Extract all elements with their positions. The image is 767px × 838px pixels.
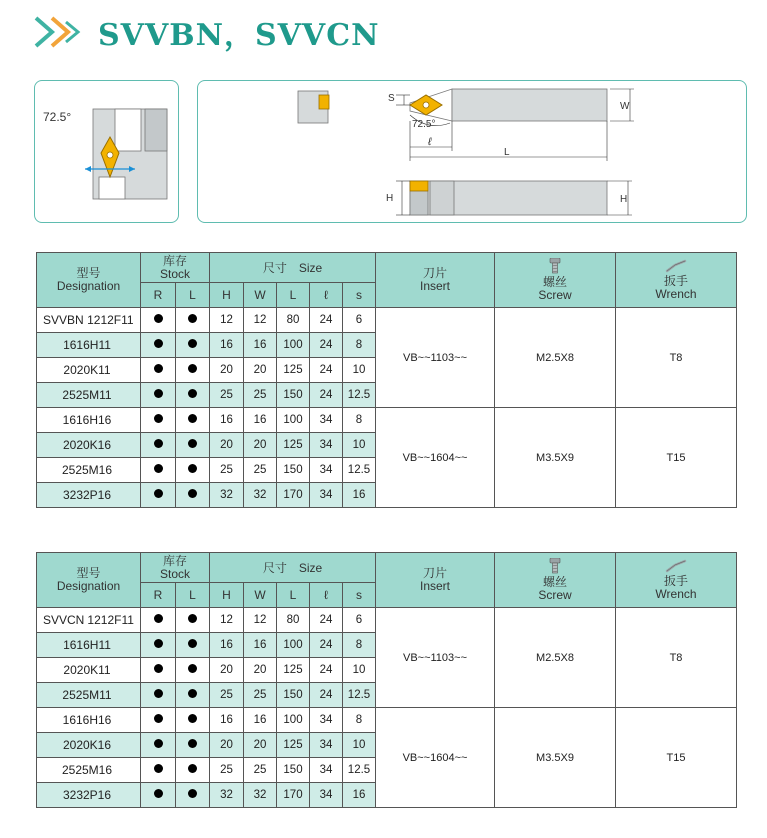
size-w-cell: 25 xyxy=(244,758,277,783)
size-len-cell: 80 xyxy=(277,308,310,333)
size-lsmall-cell: 24 xyxy=(310,658,343,683)
size-len-cell: 125 xyxy=(277,433,310,458)
front-view-panel xyxy=(34,80,179,223)
stock-l-cell xyxy=(176,483,210,508)
size-h-cell: 25 xyxy=(210,683,244,708)
wrench-icon xyxy=(665,259,687,273)
stock-r-cell xyxy=(141,658,176,683)
model-cell: 1616H16 xyxy=(37,708,141,733)
screw-header: 螺丝 Screw xyxy=(495,253,616,308)
in-stock-dot-icon xyxy=(154,489,163,498)
size-lsmall-cell: 24 xyxy=(310,358,343,383)
stock-r-cell xyxy=(141,333,176,358)
size-w-cell: 25 xyxy=(244,458,277,483)
stock-l-cell xyxy=(176,608,210,633)
in-stock-dot-icon xyxy=(154,764,163,773)
in-stock-dot-icon xyxy=(154,464,163,473)
size-len-cell: 150 xyxy=(277,383,310,408)
dim-l-small: ℓ xyxy=(428,136,432,148)
in-stock-dot-icon xyxy=(188,689,197,698)
stock-l-cell xyxy=(176,658,210,683)
stock-l-cell xyxy=(176,733,210,758)
stock-r-cell xyxy=(141,758,176,783)
size-lsmall-cell: 24 xyxy=(310,308,343,333)
model-cell: 2020K16 xyxy=(37,733,141,758)
size-w-cell: 12 xyxy=(244,608,277,633)
size-lsmall-cell: 34 xyxy=(310,483,343,508)
in-stock-dot-icon xyxy=(188,789,197,798)
size-w-cell: 12 xyxy=(244,308,277,333)
stock-r-cell xyxy=(141,633,176,658)
in-stock-dot-icon xyxy=(188,639,197,648)
size-h-cell: 32 xyxy=(210,483,244,508)
model-cell: 1616H11 xyxy=(37,633,141,658)
in-stock-dot-icon xyxy=(154,789,163,798)
col-header-l: L xyxy=(176,283,210,308)
model-cell: 2020K11 xyxy=(37,658,141,683)
in-stock-dot-icon xyxy=(154,314,163,323)
stock-r-cell xyxy=(141,683,176,708)
in-stock-dot-icon xyxy=(188,489,197,498)
in-stock-dot-icon xyxy=(188,739,197,748)
stock-r-cell xyxy=(141,483,176,508)
model-cell: 1616H11 xyxy=(37,333,141,358)
stock-l-cell xyxy=(176,433,210,458)
in-stock-dot-icon xyxy=(154,739,163,748)
size-len-cell: 125 xyxy=(277,733,310,758)
size-lsmall-cell: 24 xyxy=(310,383,343,408)
model-cell: 2525M16 xyxy=(37,458,141,483)
size-h-cell: 20 xyxy=(210,358,244,383)
in-stock-dot-icon xyxy=(188,339,197,348)
angle-label-right: 72.5° xyxy=(412,119,436,130)
in-stock-dot-icon xyxy=(188,464,197,473)
insert-cell: VB~~1604~~ xyxy=(376,408,495,508)
stock-l-cell xyxy=(176,758,210,783)
table-row xyxy=(37,608,737,633)
col-header-h: H xyxy=(210,283,244,308)
model-cell: 2525M11 xyxy=(37,383,141,408)
in-stock-dot-icon xyxy=(154,714,163,723)
size-lsmall-cell: 34 xyxy=(310,733,343,758)
wrench-cell: T15 xyxy=(616,708,737,808)
model-cell: 2525M16 xyxy=(37,758,141,783)
in-stock-dot-icon xyxy=(188,614,197,623)
size-len-cell: 80 xyxy=(277,608,310,633)
size-w-cell: 20 xyxy=(244,358,277,383)
table-row xyxy=(37,408,737,433)
in-stock-dot-icon xyxy=(154,389,163,398)
col-header-l: L xyxy=(176,583,210,608)
size-h-cell: 25 xyxy=(210,383,244,408)
stock-r-cell xyxy=(141,408,176,433)
in-stock-dot-icon xyxy=(188,314,197,323)
stock-r-cell xyxy=(141,458,176,483)
stock-r-cell xyxy=(141,608,176,633)
table-row xyxy=(37,308,737,333)
size-s-cell: 10 xyxy=(343,358,376,383)
stock-header: 库存 Stock xyxy=(141,553,210,583)
size-header: 尺寸 Size xyxy=(210,553,376,583)
size-len-cell: 125 xyxy=(277,358,310,383)
stock-r-cell xyxy=(141,383,176,408)
size-h-cell: 20 xyxy=(210,658,244,683)
model-cell: SVVBN 1212F11 xyxy=(37,308,141,333)
screw-cell: M3.5X9 xyxy=(495,408,616,508)
size-len-cell: 150 xyxy=(277,758,310,783)
side-view-panel xyxy=(197,80,747,223)
spec-table-1 xyxy=(36,252,737,508)
size-len-cell: 150 xyxy=(277,683,310,708)
in-stock-dot-icon xyxy=(154,414,163,423)
size-h-cell: 16 xyxy=(210,408,244,433)
double-chevron-icon xyxy=(30,12,86,52)
stock-l-cell xyxy=(176,333,210,358)
stock-l-cell xyxy=(176,633,210,658)
col-header-r: R xyxy=(141,283,176,308)
insert-cell: VB~~1103~~ xyxy=(376,608,495,708)
screw-cell: M3.5X9 xyxy=(495,708,616,808)
wrench-cell: T15 xyxy=(616,408,737,508)
dim-s: S xyxy=(388,93,395,104)
stock-header: 库存 Stock xyxy=(141,253,210,283)
col-header-w: W xyxy=(244,583,277,608)
in-stock-dot-icon xyxy=(154,614,163,623)
stock-r-cell xyxy=(141,708,176,733)
size-header: 尺寸 Size xyxy=(210,253,376,283)
col-header-s: s xyxy=(343,583,376,608)
title-bar xyxy=(30,12,380,52)
size-s-cell: 12.5 xyxy=(343,758,376,783)
size-s-cell: 10 xyxy=(343,433,376,458)
size-w-cell: 20 xyxy=(244,733,277,758)
wrench-header: 扳手 Wrench xyxy=(616,553,737,608)
front-view-diagram xyxy=(35,81,180,224)
size-lsmall-cell: 34 xyxy=(310,783,343,808)
size-w-cell: 16 xyxy=(244,633,277,658)
insert-cell: VB~~1103~~ xyxy=(376,308,495,408)
col-header-len: L xyxy=(277,283,310,308)
size-h-cell: 16 xyxy=(210,633,244,658)
size-w-cell: 20 xyxy=(244,658,277,683)
size-s-cell: 16 xyxy=(343,483,376,508)
size-len-cell: 170 xyxy=(277,483,310,508)
size-lsmall-cell: 24 xyxy=(310,608,343,633)
size-s-cell: 12.5 xyxy=(343,383,376,408)
size-w-cell: 25 xyxy=(244,383,277,408)
in-stock-dot-icon xyxy=(154,364,163,373)
designation-header: 型号 Designation xyxy=(37,553,141,608)
size-w-cell: 32 xyxy=(244,783,277,808)
in-stock-dot-icon xyxy=(154,639,163,648)
in-stock-dot-icon xyxy=(154,439,163,448)
size-len-cell: 100 xyxy=(277,408,310,433)
size-h-cell: 12 xyxy=(210,608,244,633)
in-stock-dot-icon xyxy=(154,689,163,698)
size-s-cell: 12.5 xyxy=(343,683,376,708)
size-h-cell: 32 xyxy=(210,783,244,808)
screw-cell: M2.5X8 xyxy=(495,608,616,708)
insert-cell: VB~~1604~~ xyxy=(376,708,495,808)
size-lsmall-cell: 34 xyxy=(310,708,343,733)
size-h-cell: 12 xyxy=(210,308,244,333)
series-label: SVVBN xyxy=(43,313,84,327)
size-lsmall-cell: 24 xyxy=(310,333,343,358)
size-lsmall-cell: 34 xyxy=(310,458,343,483)
model-cell: SVVCN 1212F11 xyxy=(37,608,141,633)
wrench-icon xyxy=(665,559,687,573)
stock-r-cell xyxy=(141,733,176,758)
stock-l-cell xyxy=(176,783,210,808)
screw-icon xyxy=(549,558,561,574)
size-s-cell: 6 xyxy=(343,608,376,633)
size-s-cell: 8 xyxy=(343,408,376,433)
size-len-cell: 125 xyxy=(277,658,310,683)
model-cell: 3232P16 xyxy=(37,483,141,508)
wrench-header: 扳手 Wrench xyxy=(616,253,737,308)
size-h-cell: 20 xyxy=(210,733,244,758)
size-h-cell: 25 xyxy=(210,758,244,783)
dim-w: W xyxy=(620,101,630,112)
col-header-h: H xyxy=(210,583,244,608)
size-w-cell: 20 xyxy=(244,433,277,458)
table-row xyxy=(37,708,737,733)
size-h-cell: 25 xyxy=(210,458,244,483)
size-lsmall-cell: 34 xyxy=(310,433,343,458)
size-w-cell: 16 xyxy=(244,333,277,358)
model-cell: 2020K11 xyxy=(37,358,141,383)
wrench-cell: T8 xyxy=(616,308,737,408)
size-lsmall-cell: 34 xyxy=(310,758,343,783)
stock-r-cell xyxy=(141,433,176,458)
in-stock-dot-icon xyxy=(188,439,197,448)
stock-l-cell xyxy=(176,408,210,433)
wrench-cell: T8 xyxy=(616,608,737,708)
side-view-diagram xyxy=(198,81,748,224)
stock-l-cell xyxy=(176,383,210,408)
insert-header: 刀片 Insert xyxy=(376,553,495,608)
in-stock-dot-icon xyxy=(188,364,197,373)
model-cell: 2020K16 xyxy=(37,433,141,458)
in-stock-dot-icon xyxy=(154,339,163,348)
size-lsmall-cell: 24 xyxy=(310,633,343,658)
stock-l-cell xyxy=(176,308,210,333)
size-s-cell: 10 xyxy=(343,658,376,683)
size-w-cell: 25 xyxy=(244,683,277,708)
model-cell: 1616H16 xyxy=(37,408,141,433)
insert-header: 刀片 Insert xyxy=(376,253,495,308)
series-label: SVVCN xyxy=(43,613,85,627)
in-stock-dot-icon xyxy=(188,764,197,773)
size-len-cell: 100 xyxy=(277,333,310,358)
col-header-s: s xyxy=(343,283,376,308)
size-s-cell: 6 xyxy=(343,308,376,333)
size-len-cell: 170 xyxy=(277,783,310,808)
col-header-lsmall: ℓ xyxy=(310,583,343,608)
size-s-cell: 8 xyxy=(343,708,376,733)
size-len-cell: 150 xyxy=(277,458,310,483)
spec-table-2 xyxy=(36,552,737,808)
col-header-w: W xyxy=(244,283,277,308)
screw-cell: M2.5X8 xyxy=(495,308,616,408)
dim-h-right: H xyxy=(620,194,628,205)
model-cell: 3232P16 xyxy=(37,783,141,808)
in-stock-dot-icon xyxy=(188,414,197,423)
col-header-r: R xyxy=(141,583,176,608)
stock-r-cell xyxy=(141,783,176,808)
size-w-cell: 16 xyxy=(244,708,277,733)
size-lsmall-cell: 24 xyxy=(310,683,343,708)
stock-l-cell xyxy=(176,358,210,383)
in-stock-dot-icon xyxy=(188,389,197,398)
in-stock-dot-icon xyxy=(188,664,197,673)
size-s-cell: 16 xyxy=(343,783,376,808)
dim-l: L xyxy=(504,147,510,158)
stock-l-cell xyxy=(176,458,210,483)
page-title: SVVBN，SVVCN xyxy=(98,18,380,53)
screw-icon xyxy=(549,258,561,274)
in-stock-dot-icon xyxy=(188,714,197,723)
size-s-cell: 12.5 xyxy=(343,458,376,483)
stock-r-cell xyxy=(141,358,176,383)
stock-r-cell xyxy=(141,308,176,333)
size-s-cell: 10 xyxy=(343,733,376,758)
size-h-cell: 16 xyxy=(210,333,244,358)
size-w-cell: 16 xyxy=(244,408,277,433)
designation-header: 型号 Designation xyxy=(37,253,141,308)
col-header-len: L xyxy=(277,583,310,608)
model-cell: 2525M11 xyxy=(37,683,141,708)
angle-label-left: 72.5° xyxy=(43,110,72,124)
size-lsmall-cell: 34 xyxy=(310,408,343,433)
in-stock-dot-icon xyxy=(154,664,163,673)
size-len-cell: 100 xyxy=(277,633,310,658)
dim-h-left: H xyxy=(386,193,394,204)
stock-l-cell xyxy=(176,708,210,733)
size-h-cell: 16 xyxy=(210,708,244,733)
size-s-cell: 8 xyxy=(343,333,376,358)
size-len-cell: 100 xyxy=(277,708,310,733)
screw-header: 螺丝 Screw xyxy=(495,553,616,608)
size-h-cell: 20 xyxy=(210,433,244,458)
size-s-cell: 8 xyxy=(343,633,376,658)
size-w-cell: 32 xyxy=(244,483,277,508)
stock-l-cell xyxy=(176,683,210,708)
col-header-lsmall: ℓ xyxy=(310,283,343,308)
